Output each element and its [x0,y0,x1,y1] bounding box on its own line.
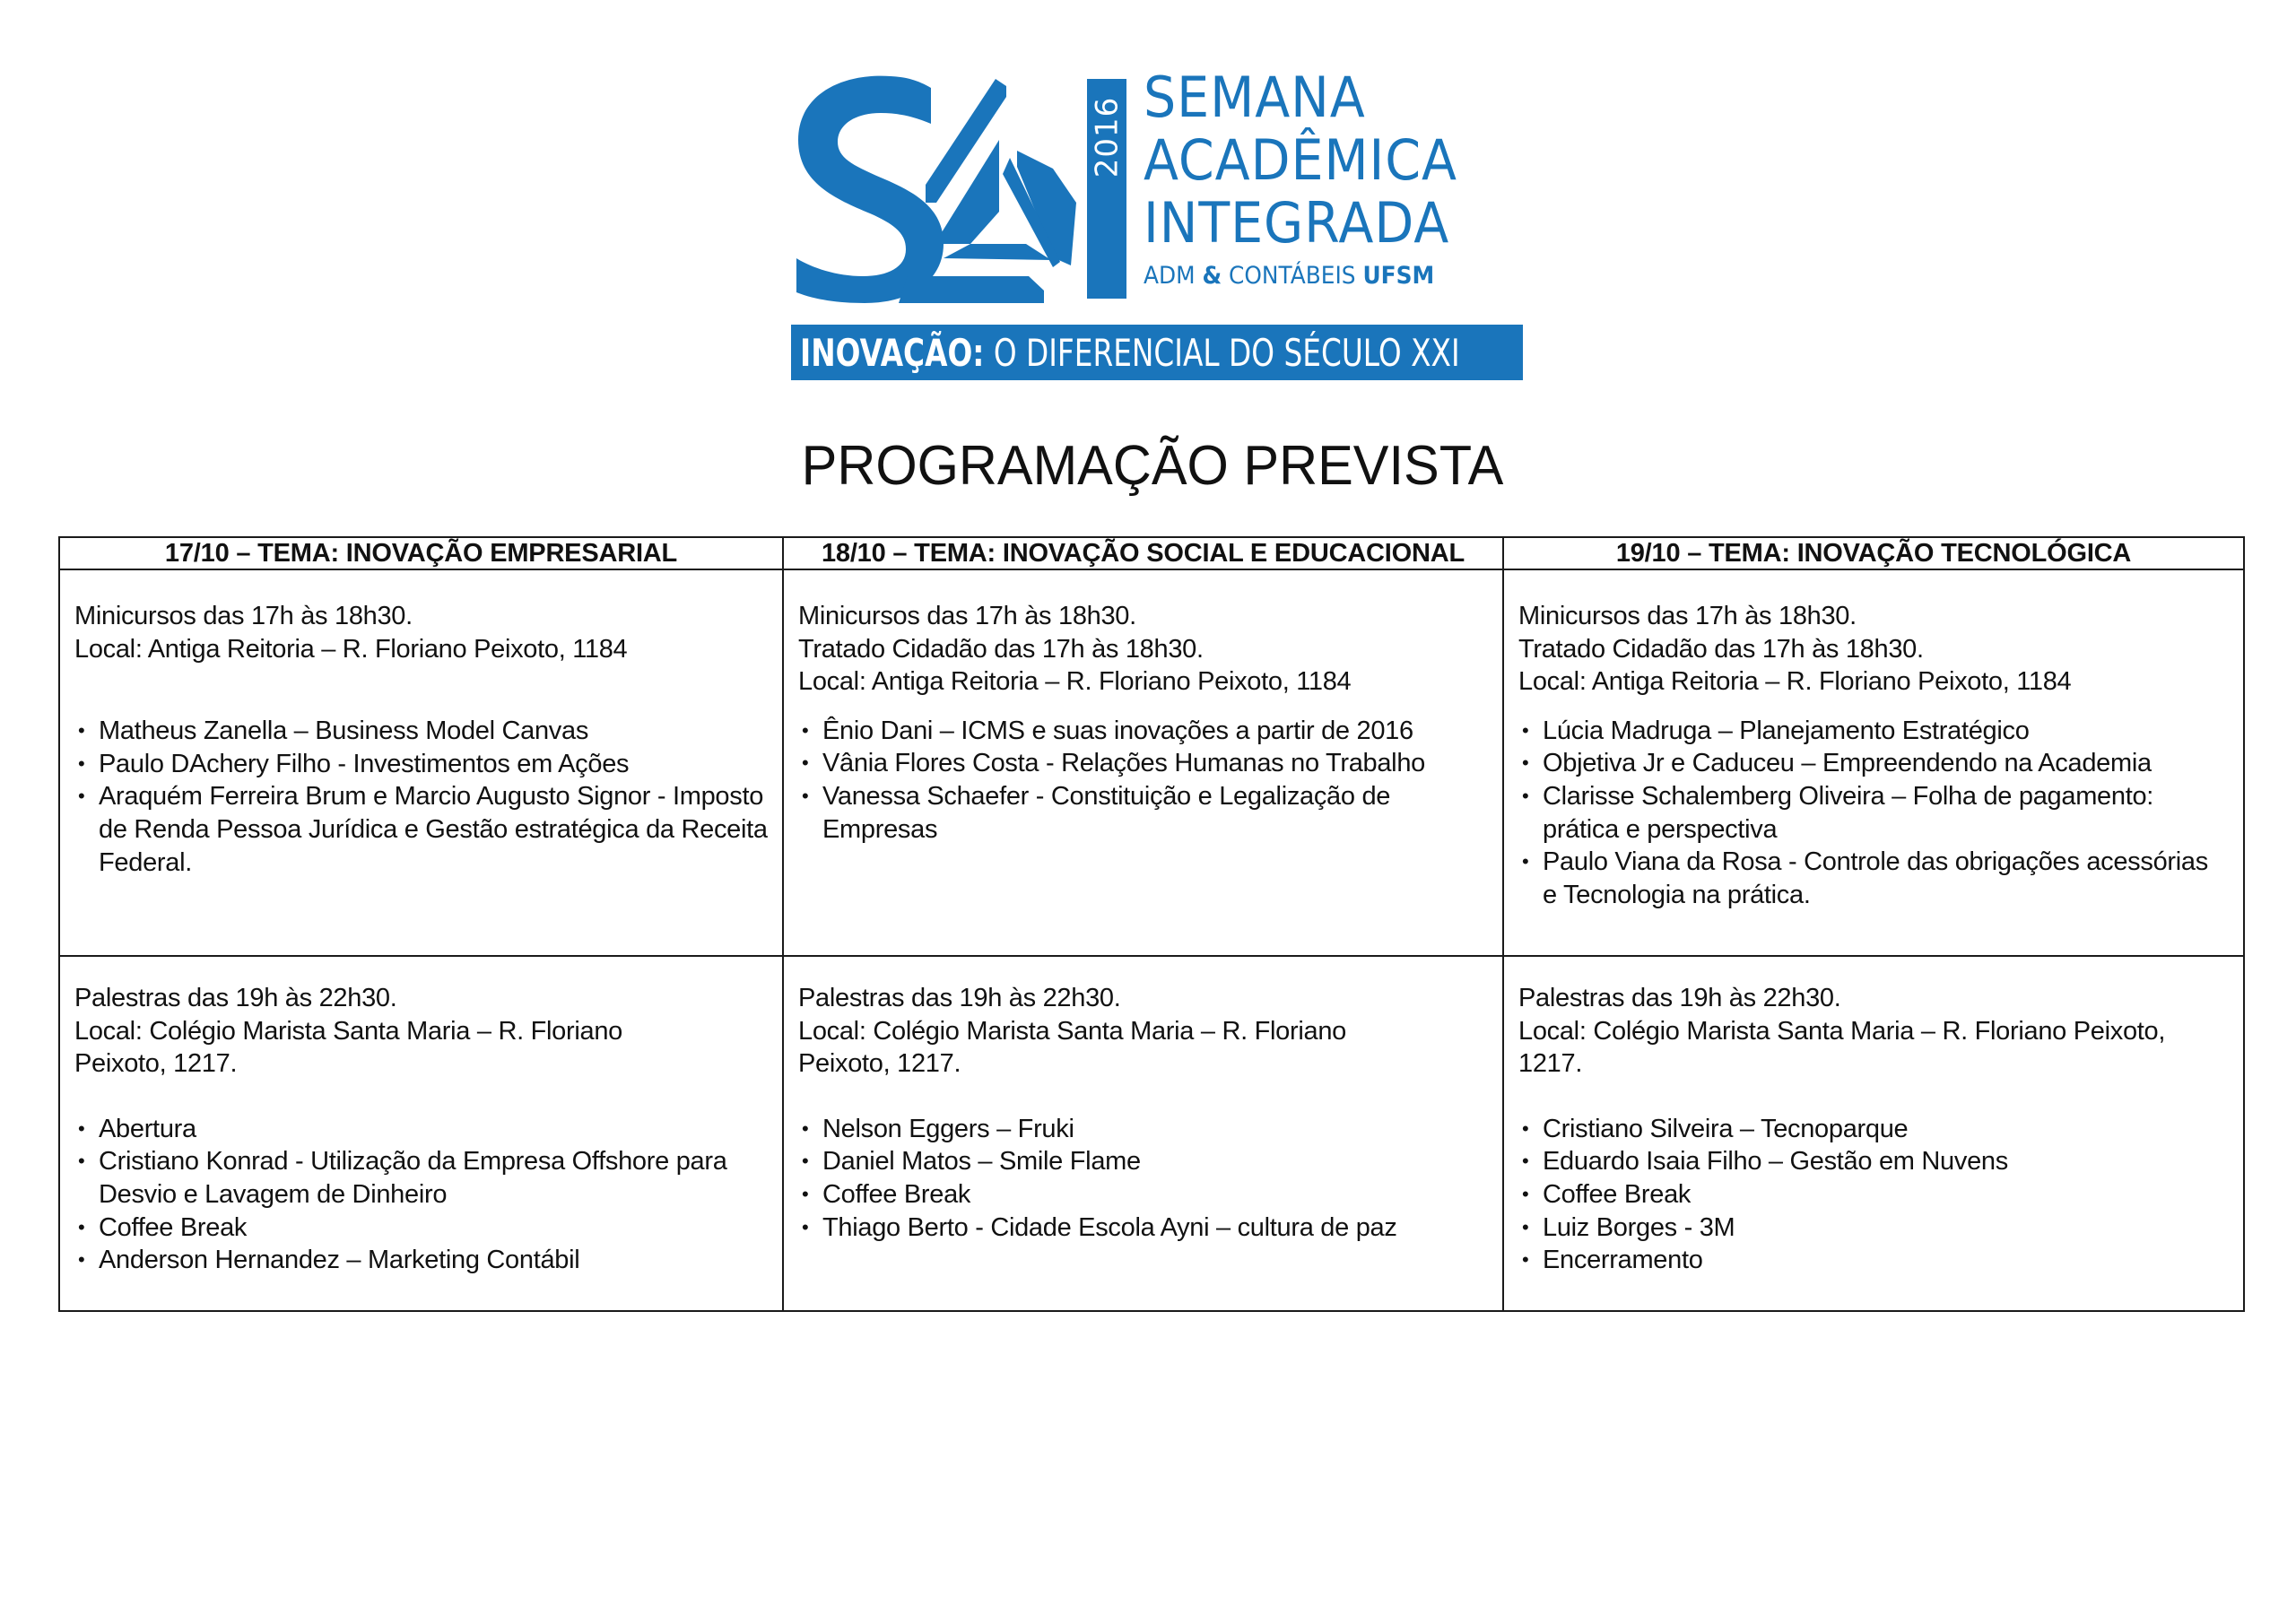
logo-year: 2016 [1089,96,1125,178]
bullet-icon: • [802,784,809,807]
list-item: • Objetiva Jr e Caduceu – Empreendendo na Academia [1518,747,2229,780]
bullet-icon: • [802,1182,809,1205]
event-logo [791,65,1526,382]
day-header-18-10: 18/10 – TEMA: INOVAÇÃO SOCIAL E EDUCACIONAL [783,537,1503,569]
minicursos-cell-18-10 [783,569,1503,956]
talk-list [1518,715,2229,912]
list-item: • Nelson Eggers – Fruki [798,1113,1488,1146]
slogan-rest: O DIFERENCIAL DO SÉCULO XXI [984,330,1460,375]
session-location: Local: Antiga Reitoria – R. Floriano Peixoto, 1184 [74,634,628,664]
slogan-banner [791,325,1523,380]
bullet-icon: • [78,1215,85,1238]
list-item: • Anderson Hernandez – Marketing Contábil [74,1244,768,1277]
bullet-icon: • [1522,1248,1529,1272]
session-time: Palestras das 19h às 22h30. [1518,984,1841,1012]
list-item: • Coffee Break [1518,1178,2229,1211]
session-time-secondary: Tratado Cidadão das 17h às 18h30. [798,634,1204,664]
bullet-icon: • [1522,850,1529,873]
list-item: • Lúcia Madruga – Planejamento Estratégico [1518,715,2229,748]
list-item: • Daniel Matos – Smile Flame [798,1145,1488,1178]
day-header-19-10: 19/10 – TEMA: INOVAÇÃO TECNOLÓGICA [1503,537,2244,569]
logo-line-integrada: INTEGRADA [1144,190,1450,256]
minicursos-cell-17-10 [59,569,783,956]
logo-subtitle: ADM & CONTÁBEIS UFSM [1144,262,1435,290]
bullet-icon: • [802,1150,809,1173]
bullet-icon: • [1522,1116,1529,1140]
list-item: • Coffee Break [798,1178,1488,1211]
list-item: • Thiago Berto - Cidade Escola Ayni – cultura de paz [798,1211,1488,1245]
list-item: • Ênio Dani – ICMS e suas inovações a partir de 2016 [798,715,1488,748]
talk-list [74,715,768,879]
list-item: • Cristiano Konrad - Utilização da Empresa Offshore para Desvio e Lavagem de Dinheiro [78,1147,727,1209]
bullet-icon: • [802,1116,809,1140]
list-item: • Araquém Ferreira Brum e Marcio Augusto Signor - Imposto de Renda Pessoa Jurídica e Gestão estratégica da Receita Federal. [78,782,768,877]
bullet-icon: • [78,1116,85,1140]
bullet-icon: • [802,751,809,775]
bullet-icon: • [78,719,85,743]
sai-monogram-icon [791,68,1136,303]
session-location: Local: Antiga Reitoria – R. Floriano Peixoto, 1184 [1518,667,2072,697]
slogan-strong: INOVAÇÃO: [800,330,985,375]
palestras-row [59,956,2244,1311]
bullet-icon: • [78,785,85,808]
list-item: • Vanessa Schaefer - Constituição e Legalização de Empresas [802,781,1391,844]
list-item: • Cristiano Silveira – Tecnoparque [1518,1113,2229,1146]
bullet-icon: • [1522,1215,1529,1238]
session-location: Local: Colégio Marista Santa Maria – R. Floriano Peixoto, 1217. [1518,1016,2166,1079]
session-time-secondary: Tratado Cidadão das 17h às 18h30. [1518,634,1924,664]
list-item: • Coffee Break [74,1211,768,1245]
palestras-cell-19-10 [1503,956,2244,1311]
logo-wordmark [1144,65,1484,290]
list-item: • Clarisse Schalemberg Oliveira – Folha de pagamento: prática e perspectiva [1522,781,2154,844]
logo-line-academica: ACADÊMICA [1144,127,1458,193]
bullet-icon: • [78,1150,85,1173]
session-location: Local: Colégio Marista Santa Maria – R. Floriano Peixoto, 1217. [798,1016,1346,1079]
list-item: • Abertura [74,1113,768,1146]
bullet-icon: • [1522,784,1529,807]
talk-list [798,715,1488,846]
header-row [59,537,2244,569]
list-item: • Encerramento [1518,1244,2229,1277]
bullet-icon: • [78,1248,85,1272]
list-item: • Eduardo Isaia Filho – Gestão em Nuvens [1518,1145,2229,1178]
bullet-icon: • [1522,1182,1529,1205]
bullet-icon: • [1522,718,1529,742]
talk-list [798,1113,1488,1244]
palestras-cell-17-10 [59,956,783,1311]
bullet-icon: • [802,1215,809,1238]
list-item: • Paulo Viana da Rosa - Controle das obrigações acessórias e Tecnologia na prática. [1522,847,2208,909]
list-item: • Matheus Zanella – Business Model Canvas [74,715,768,748]
bullet-icon: • [1522,1150,1529,1173]
bullet-icon: • [1522,751,1529,775]
session-location: Local: Antiga Reitoria – R. Floriano Peixoto, 1184 [798,667,1352,697]
bullet-icon: • [802,718,809,742]
session-time: Palestras das 19h às 22h30. [798,984,1121,1012]
list-item: • Luiz Borges - 3M [1518,1211,2229,1245]
session-time: Minicursos das 17h às 18h30. [798,602,1136,630]
logo-line-semana: SEMANA [1144,65,1366,130]
session-time: Palestras das 19h às 22h30. [74,984,397,1012]
list-item: • Paulo DAchery Filho - Investimentos em Ações [74,748,768,781]
page-title: PROGRAMAÇÃO PREVISTA [801,435,1504,497]
minicursos-row [59,569,2244,956]
day-header-17-10: 17/10 – TEMA: INOVAÇÃO EMPRESARIAL [59,537,783,569]
talk-list [74,1113,768,1277]
schedule-table [58,536,2245,1312]
bullet-icon: • [78,751,85,775]
talk-list [1518,1113,2229,1277]
session-time: Minicursos das 17h às 18h30. [74,602,413,630]
session-time: Minicursos das 17h às 18h30. [1518,602,1857,630]
list-item: • Vânia Flores Costa - Relações Humanas no Trabalho [798,747,1488,780]
palestras-cell-18-10 [783,956,1503,1311]
session-location: Local: Colégio Marista Santa Maria – R. Floriano Peixoto, 1217. [74,1016,622,1079]
minicursos-cell-19-10 [1503,569,2244,956]
